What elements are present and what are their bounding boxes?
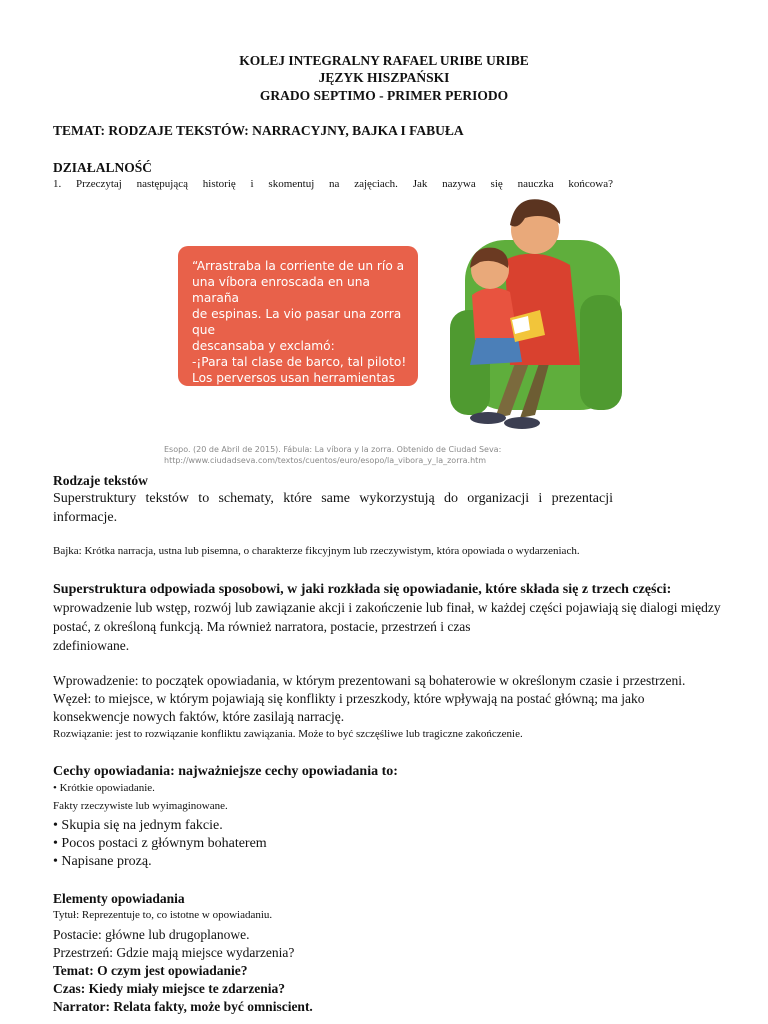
features-heading: Cechy opowiadania: najważniejsze cechy opowiadania to: [53,764,398,779]
knot-definition-line1: Węzeł: to miejsce, w którym pojawiają się konflikty i przeszkody, które wpływają na postać główną; ma jako [53,691,645,706]
quote-line: de espinas. La vio pasar una zorra que [192,307,402,337]
quote-line: Los perversos usan herramientas [192,371,395,385]
resolution-definition: Rozwiązanie: jest to rozwiązanie konfliktu zawiązania. Może to być szczęśliwe lub tragiczne zakończenie. [53,728,523,740]
school-name: KOLEJ INTEGRALNY RAFAEL URIBE URIBE [239,53,529,68]
feature-item: • Napisane prozą. [53,854,152,869]
grade-period: GRADO SEPTIMO - PRIMER PERIODO [259,88,509,103]
knot-definition-line2: konsekwencje nowych faktów, które zasilają narrację. [53,709,345,724]
element-narrator: Narrator: Relata fakty, może być omniscient. [53,999,313,1014]
feature-item: • Pocos postaci z głównym bohaterem [53,836,267,851]
fable-definition: Bajka: Krótka narracja, ustna lub pisemna, o charakterze fikcyjnym lub rzeczywistym, która opowiada o wydarzeniach. [53,545,580,557]
quote-line: -¡Para tal clase de barco, tal piloto! [192,355,407,369]
intro-definition: Wprowadzenie: to początek opowiadania, w którym prezentowani są bohaterowie w określonym czasie i przestrzeni. [53,673,686,688]
activity-item: 1. Przeczytaj następującą historię i skomentuj na zajęciach. Jak nazywa się nauczka końcowa? [53,178,613,190]
image-caption [164,444,524,466]
activity-heading: DZIAŁALNOŚĆ [53,160,153,175]
quote-line: perversas” [192,387,259,401]
superstructure-line3: zdefiniowane. [53,638,130,653]
feature-item: • Krótkie opowiadanie. [53,782,155,794]
quote-line: una víbora enroscada en una maraña [192,275,370,305]
superstructure-line2: postać, z określoną funkcją. Ma również narratora, postacie, przestrzeń i czas [53,619,471,634]
superstructure-line1: wprowadzenie lub wstęp, rozwój lub zawiązanie akcji i zakończenie lub finał, w każdej części pojawiają się dialogi między [53,600,721,615]
caption-url[interactable]: http://www.ciudadseva.com/textos/cuentos/euro/esopo/la_vibora_y_la_zorra.htm [164,456,487,465]
caption-citation: Esopo. (20 de Abril de 2015). Fábula: La víbora y la zorra. Obtenido de Ciudad Seva: [164,445,502,454]
element-characters: Postacie: główne lub drugoplanowe. [53,927,250,942]
quote-line: “Arrastraba la corriente de un río a [192,259,405,273]
types-text-line2: informacje. [53,510,118,525]
superstructure-heading: Superstruktura odpowiada sposobowi, w jaki rozkłada się opowiadanie, które składa się z trzech części: [53,582,672,597]
types-text-line1: Superstruktury tekstów to schematy, które same wykorzystują do organizacji i prezentacji [53,491,613,506]
element-theme: Temat: O czym jest opowiadanie? [53,963,248,978]
element-title: Tytuł: Reprezentuje to, co istotne w opowiadaniu. [53,909,273,921]
types-heading: Rodzaje tekstów [53,473,148,488]
quote-bubble [178,246,418,401]
element-time: Czas: Kiedy miały miejsce te zdarzenia? [53,981,286,996]
elements-heading: Elementy opowiadania [53,891,185,906]
topic-heading: TEMAT: RODZAJE TEKSTÓW: NARRACYJNY, BAJKA I FABUŁA [53,123,464,138]
subject-title: JĘZYK HISZPAŃSKI [318,70,450,85]
feature-item: Fakty rzeczywiste lub wyimaginowane. [53,800,228,812]
element-space: Przestrzeń: Gdzie mają miejsce wydarzenia? [53,945,295,960]
feature-item: • Skupia się na jednym fakcie. [53,818,223,833]
quote-line: descansaba y exclamó: [192,339,335,353]
